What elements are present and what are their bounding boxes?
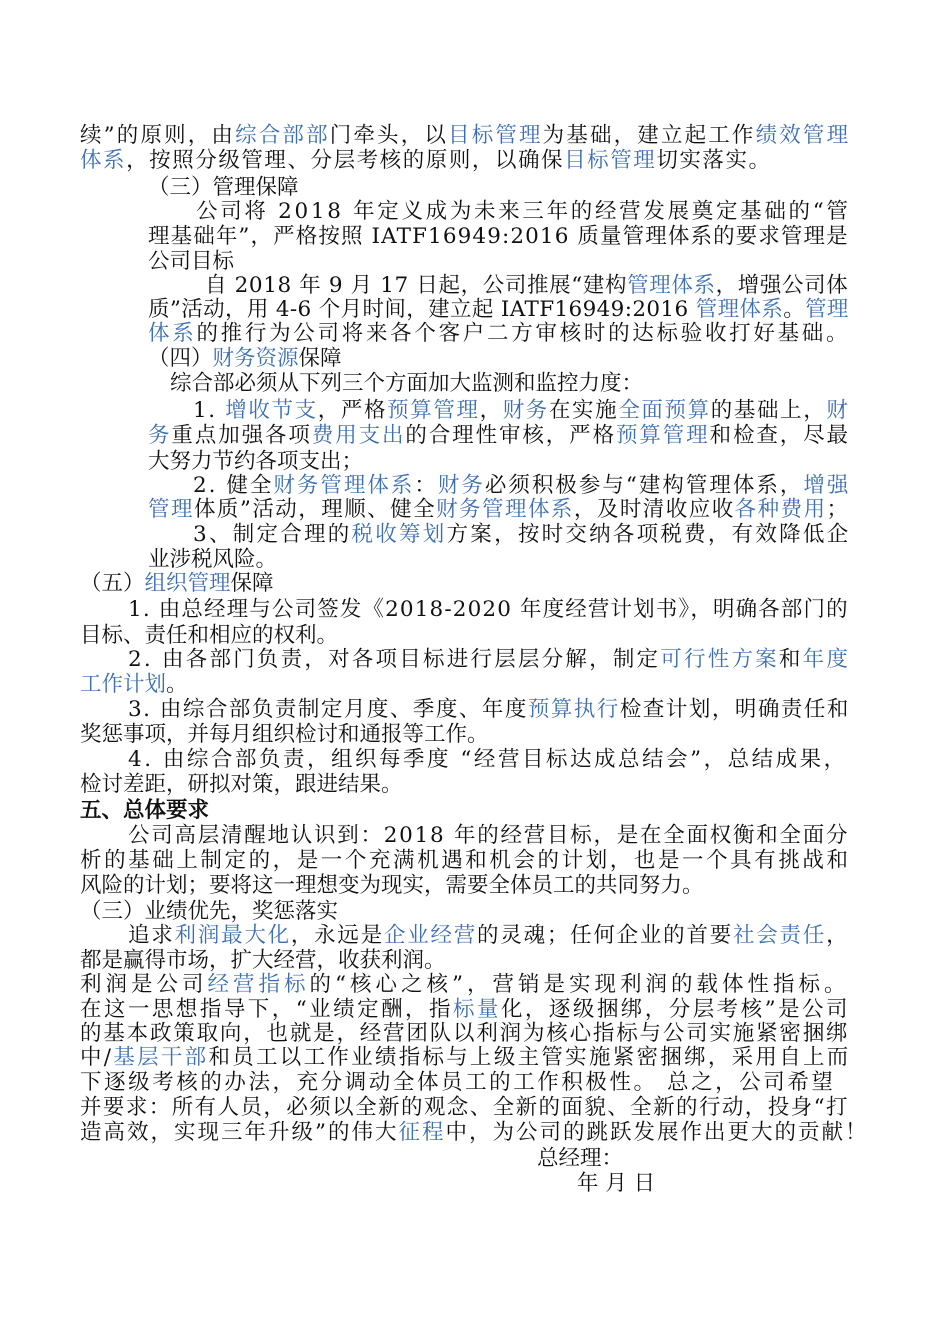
text-line <box>193 521 850 549</box>
text-line <box>80 872 704 900</box>
hyperlink-term[interactable]: 增收节支 <box>225 398 318 423</box>
text-line <box>80 1094 849 1122</box>
text-run: （三）业绩优先，奖惩落实 <box>80 899 339 924</box>
text-run: 利润是公司 <box>80 972 208 997</box>
hyperlink-term[interactable]: 全面预算 <box>618 398 711 423</box>
text-run: 必须积极参与“建构管理体系， <box>484 473 804 498</box>
text-run: 理基础年”，严格按照 IATF16949:2016 质量管理体系的要求管理是 <box>148 224 849 249</box>
text-run: 公司高层清醒地认识到：2018 年的经营目标，是在全面权衡和全面分 <box>128 823 850 848</box>
text-run: 化，逐级捆绑，分层考核”是公司 <box>500 997 850 1022</box>
text-run: 的“核心之核”，营销是实现利润的载体性指标。 <box>309 972 850 997</box>
text-line <box>80 1044 851 1072</box>
text-run: 和员工以工作业绩指标与上级主管实施紧密捆绑，采用自上而 <box>208 1045 851 1070</box>
text-run: 检讨差距，研拟对策，跟进结果。 <box>80 772 403 797</box>
text-line <box>170 370 643 398</box>
text-run: 并要求：所有人员，必须以全新的观念、全新的面貌、全新的行动，投身“打 <box>80 1095 849 1120</box>
text-run: 中，为公司的跳跃发展作出更大的贡献！ <box>445 1120 869 1145</box>
hyperlink-term[interactable]: 财务 <box>437 473 485 498</box>
text-run: 3. 由综合部负责制定月度、季度、年度 <box>128 697 528 722</box>
hyperlink-term[interactable]: 财务资源 <box>212 346 299 371</box>
text-run: 的基础上， <box>710 398 827 423</box>
text-line <box>80 847 851 875</box>
text-line <box>80 771 403 799</box>
text-line <box>80 671 188 699</box>
text-run: 1. 由总经理与公司签发《2018-2020 年度经营计划书》，明确各部门的 <box>128 597 849 622</box>
text-run: ，增强公司体 <box>715 273 849 298</box>
text-run: 公司将 2018 年定义成为未来三年的经营发展奠定基础的“管 <box>196 199 851 224</box>
text-run: 体质”活动，理顺、健全 <box>193 497 437 522</box>
text-run: ，及时清收应收 <box>573 497 735 522</box>
hyperlink-term[interactable]: 财 <box>826 398 850 423</box>
text-run: 自 2018 年 9 月 17 日起，公司推展“建构 <box>205 273 628 298</box>
hyperlink-term[interactable]: 税收筹划 <box>351 522 447 547</box>
text-run: 和检查，尽最 <box>709 423 850 448</box>
text-run: 综合部必须从下列三个方面加大监测和监控力度： <box>170 371 644 396</box>
hyperlink-term[interactable]: 可行性方案 <box>660 647 779 672</box>
text-run: 。 <box>166 672 188 697</box>
text-run: 2. 健全 <box>193 473 274 498</box>
text-run: 年 月 日 <box>577 1171 656 1196</box>
text-line <box>577 1170 655 1198</box>
text-run: 总经理： <box>537 1146 624 1171</box>
hyperlink-term[interactable]: 管理 <box>148 497 194 522</box>
text-line <box>128 696 850 724</box>
text-run: 门牵头，以 <box>329 123 449 148</box>
text-run: 五、总体要求 <box>80 798 210 823</box>
text-run: ； <box>826 497 850 522</box>
text-run: 3、制定合理的 <box>193 522 352 547</box>
text-run: 在实施 <box>548 398 619 423</box>
text-run: （四） <box>148 346 213 371</box>
text-run: 重点加强各项 <box>171 423 312 448</box>
text-line <box>80 1069 836 1097</box>
text-line <box>80 971 850 999</box>
text-run: 中/ <box>80 1045 114 1070</box>
text-run: 业涉税风险。 <box>148 547 278 572</box>
text-run: （五） <box>80 571 145 596</box>
text-line <box>148 496 850 524</box>
text-line <box>148 223 849 251</box>
text-run: 保障 <box>298 346 342 371</box>
hyperlink-term[interactable]: 费用支出 <box>311 423 406 448</box>
hyperlink-term[interactable]: 体系 <box>148 321 197 346</box>
text-run: 2. 由各部门负责，对各项目标进行层层分解，制定 <box>128 647 661 672</box>
text-line <box>148 422 850 450</box>
text-line <box>537 1145 623 1173</box>
text-run: 切实落实。 <box>656 148 772 173</box>
text-line <box>80 570 274 598</box>
text-run: 和 <box>778 647 803 672</box>
hyperlink-term[interactable]: 社会责任 <box>732 923 827 948</box>
hyperlink-term[interactable]: 征程 <box>398 1120 446 1145</box>
text-run: 下逐级考核的办法，充分调动全体员工的工作积极性。 总之，公司希望 <box>80 1070 836 1095</box>
hyperlink-term[interactable]: 预算管理 <box>387 398 480 423</box>
hyperlink-term[interactable]: 财务管理体系 <box>273 473 415 498</box>
text-run: 在这一思想指导下，“业绩定酬，指 <box>80 997 453 1022</box>
text-line <box>128 596 849 624</box>
hyperlink-term[interactable]: 目标管理 <box>564 148 657 173</box>
text-run: ， <box>826 923 850 948</box>
text-run: （三）管理保障 <box>148 175 299 200</box>
text-line <box>196 198 851 226</box>
text-run: 大努力节约各项支出； <box>148 449 364 474</box>
hyperlink-term[interactable]: 绩效管理 <box>755 123 851 148</box>
hyperlink-term[interactable]: 目标管理 <box>448 123 543 148</box>
text-run: ： <box>414 473 438 498</box>
text-line <box>128 922 849 950</box>
section-heading <box>80 797 209 825</box>
hyperlink-term[interactable]: 务 <box>148 423 172 448</box>
text-line <box>193 397 850 425</box>
hyperlink-term[interactable]: 年度 <box>802 647 851 672</box>
hyperlink-term[interactable]: 体系 <box>80 148 127 173</box>
hyperlink-term[interactable]: 财务管理体系 <box>436 497 574 522</box>
hyperlink-term[interactable]: 工作计划 <box>80 672 167 697</box>
text-line <box>128 646 850 674</box>
text-run: 析的基础上制定的，是一个充满机遇和机会的计划，也是一个具有挑战和 <box>80 848 851 873</box>
text-line <box>80 721 489 749</box>
hyperlink-term[interactable]: 基层干部 <box>113 1045 209 1070</box>
hyperlink-term[interactable]: 综合部部 <box>235 123 330 148</box>
text-run: ， <box>479 398 503 423</box>
hyperlink-term[interactable]: 预算执行 <box>527 697 620 722</box>
text-run: 公司目标 <box>148 249 235 274</box>
text-line <box>80 147 772 175</box>
hyperlink-term[interactable]: 利润最大化 <box>174 923 291 948</box>
text-run: 造高效，实现三年升级”的伟大 <box>80 1120 399 1145</box>
text-run: 1. <box>193 398 226 423</box>
text-line <box>128 746 848 774</box>
hyperlink-term[interactable]: 标量 <box>453 997 501 1022</box>
text-run: 的推行为公司将来各个客户二方审核时的达标验收打好基础。 <box>196 321 851 346</box>
text-run: ，按照分级管理、分层考核的原则，以确保 <box>126 148 565 173</box>
text-line <box>128 822 849 850</box>
text-run: 目标、责任和相应的权利。 <box>80 623 339 648</box>
text-run: 的基本政策取向，也就是，经营团队以利润为核心指标与公司实施紧密捆绑 <box>80 1021 850 1046</box>
text-run: ，永远是 <box>290 923 384 948</box>
text-line <box>148 345 342 373</box>
text-run: 的合理性审核，严格 <box>405 423 616 448</box>
hyperlink-term[interactable]: 增强 <box>803 473 851 498</box>
text-run: 都是赢得市场，扩大经营，收获利润。 <box>80 948 446 973</box>
hyperlink-term[interactable]: 管理体系 <box>627 273 716 298</box>
text-line <box>80 122 850 150</box>
text-run: 追求 <box>128 923 175 948</box>
hyperlink-term[interactable]: 企业经营 <box>383 923 478 948</box>
text-run: 。 <box>783 297 806 322</box>
hyperlink-term[interactable]: 管理 <box>805 297 849 322</box>
text-run: 4. 由综合部负责，组织每季度 “经营目标达成总结会”，总结成果， <box>128 747 848 772</box>
text-run: 为基础，建立起工作 <box>542 123 756 148</box>
hyperlink-term[interactable]: 组织管理 <box>144 571 231 596</box>
text-run: 续”的原则，由 <box>80 123 236 148</box>
hyperlink-term[interactable]: 财务 <box>502 398 549 423</box>
text-run: 奖惩事项，并每月组织检讨和通报等工作。 <box>80 722 489 747</box>
hyperlink-term[interactable]: 经营指标 <box>207 972 310 997</box>
text-line <box>80 1119 869 1147</box>
text-run: 检查计划，明确责任和 <box>619 697 850 722</box>
text-run: 风险的计划；要将这一理想变为现实，需要全体员工的共同努力。 <box>80 873 704 898</box>
hyperlink-term[interactable]: 各种费用 <box>734 497 827 522</box>
text-run: 的灵魂；任何企业的首要 <box>477 923 733 948</box>
hyperlink-term[interactable]: 预算管理 <box>615 423 710 448</box>
text-line <box>148 320 850 348</box>
hyperlink-term[interactable]: 管理体系 <box>695 297 784 322</box>
text-run: 质”活动，用 4-6 个月时间，建立起 IATF16949:2016 <box>148 297 696 322</box>
text-run: 方案，按时交纳各项税费，有效降低企 <box>446 522 851 547</box>
text-run: 保障 <box>230 571 274 596</box>
text-run: ，严格 <box>317 398 388 423</box>
